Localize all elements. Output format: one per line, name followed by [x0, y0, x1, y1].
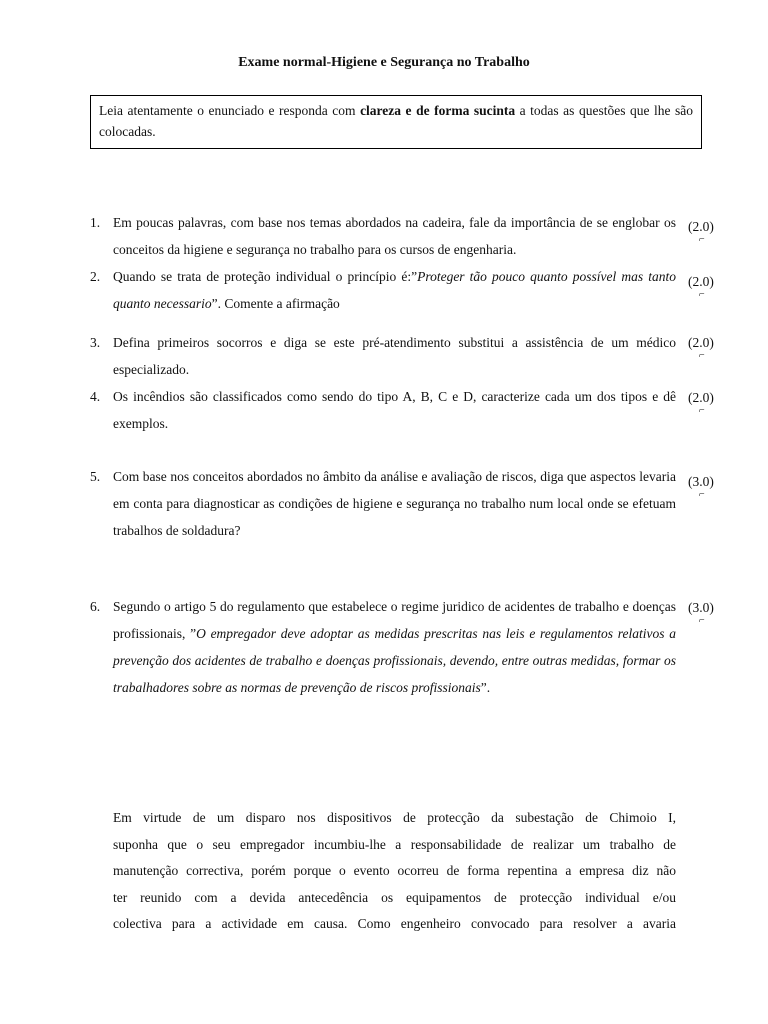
question-number: 3. [90, 335, 101, 350]
question-1-points [688, 219, 714, 244]
question-number: 2. [90, 269, 101, 284]
mark-icon: ⌐ [699, 615, 705, 626]
question-1 [90, 209, 676, 263]
question-6-points [688, 600, 714, 625]
mark-icon: ⌐ [699, 350, 705, 361]
points-value: (2.0) [688, 335, 714, 350]
scenario-paragraph [113, 805, 676, 938]
question-2-points [688, 274, 714, 299]
question-text-post: ”. Comente a afirmação [211, 296, 340, 311]
instructions-text-post: a todas as questões que lhe são colocadas. [99, 103, 693, 139]
instructions-text-pre: Leia atentamente o enunciado e responda com [99, 103, 361, 118]
instructions-box [90, 95, 702, 149]
question-5 [90, 463, 676, 544]
points-value: (3.0) [688, 474, 714, 489]
question-number: 4. [90, 389, 101, 404]
points-value: (3.0) [688, 600, 714, 615]
question-text: Os incêndios são classificados como sendo do tipo A, B, C e D, caracterize cada um dos tipos e dê exemplos. [113, 389, 676, 431]
question-text: Defina primeiros socorros e diga se este pré-atendimento substitui a assistência de um médico especializado. [113, 335, 676, 377]
question-3 [90, 329, 676, 383]
question-5-points [688, 474, 714, 499]
question-text-post: ”. [480, 680, 491, 695]
points-value: (2.0) [688, 219, 714, 234]
paragraph-line: colectiva para a actividade em causa. Como engenheiro convocado para resolver a avaria [113, 916, 676, 931]
question-text: Em poucas palavras, com base nos temas abordados na cadeira, fale da importância de se englobar os conceitos da higiene e segurança no trabalho para os cursos de engenharia. [113, 215, 676, 257]
question-2 [90, 263, 676, 317]
paragraph-line: ter reunido com a devida antecedência os equipamentos de protecção individual e/ou [113, 889, 676, 905]
question-6 [90, 593, 676, 701]
question-quote: O empregador deve adoptar as medidas prescritas nas leis e regulamentos relativos a prevenção dos acidentes de trabalho e doenças profissionais, devendo, entre outras medidas, formar os trabalhadores sobre as normas de prevenção de riscos profissionais [113, 626, 676, 695]
mark-icon: ⌐ [699, 234, 705, 245]
paragraph-line: manutenção correctiva, porém porque o evento ocorreu de forma repentina a empresa diz não [113, 863, 676, 878]
mark-icon: ⌐ [699, 489, 705, 500]
question-text-pre: Segundo o artigo 5 do regulamento que estabelece o regime juridico de acidentes de trabalho e doenças profissionais, ” [113, 599, 676, 641]
question-quote: Proteger tão pouco quanto possível mas tanto quanto necessario [113, 269, 676, 311]
question-4-points [688, 390, 714, 415]
instructions-text-bold: clareza e de forma sucinta [360, 103, 516, 118]
question-number: 6. [90, 599, 101, 614]
points-value: (2.0) [688, 390, 714, 405]
mark-icon: ⌐ [699, 289, 705, 300]
mark-icon: ⌐ [699, 405, 705, 416]
paragraph-line: Em virtude de um disparo nos dispositivos de protecção da subestação de Chimoio I, [113, 810, 676, 825]
question-number: 1. [90, 215, 101, 230]
question-text: Com base nos conceitos abordados no âmbito da análise e avaliação de riscos, diga que aspectos levaria em conta para diagnosticar as condições de higiene e segurança no trabalho num local onde se efetuam trabalhos de soldadura? [113, 469, 676, 538]
question-number: 5. [90, 469, 101, 484]
question-3-points [688, 335, 714, 360]
paragraph-line: suponha que o seu empregador incumbiu-lhe a responsabilidade de realizar um trabalho de [113, 836, 676, 852]
question-4 [90, 383, 676, 437]
points-value: (2.0) [688, 274, 714, 289]
question-text-pre: Quando se trata de proteção individual o princípio é:” [113, 269, 418, 284]
page-title: Exame normal-Higiene e Segurança no Trabalho [238, 55, 530, 70]
